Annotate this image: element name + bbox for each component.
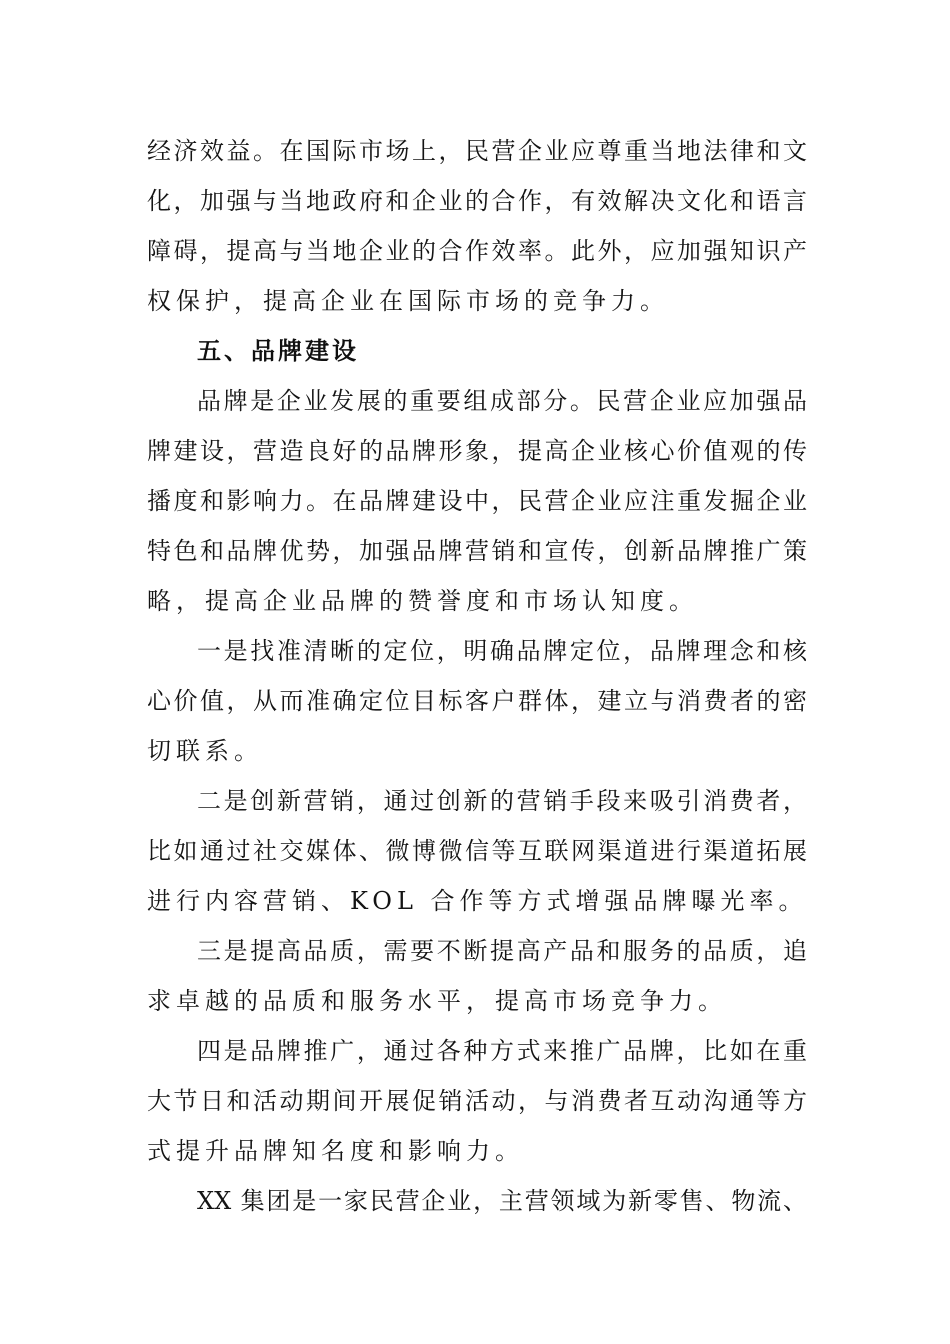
- text-line: 障碍，提高与当地企业的合作效率。此外，应加强知识产: [147, 237, 807, 265]
- text-line: 品牌是企业发展的重要组成部分。民营企业应加强品: [197, 387, 807, 415]
- text-line: 心价值，从而准确定位目标客户群体，建立与消费者的密: [147, 687, 807, 715]
- text-line: 三是提高品质，需要不断提高产品和服务的品质，追: [197, 937, 807, 965]
- text-line: 进行内容营销、KOL 合作等方式增强品牌曝光率。: [147, 887, 808, 915]
- text-line: 二是创新营销，通过创新的营销手段来吸引消费者，: [197, 787, 807, 815]
- text-line: 化，加强与当地政府和企业的合作，有效解决文化和语言: [147, 187, 807, 215]
- text-line: 权保护，提高企业在国际市场的竞争力。: [147, 287, 669, 315]
- text-line: 比如通过社交媒体、微博微信等互联网渠道进行渠道拓展: [147, 837, 807, 865]
- text-line: 切联系。: [147, 737, 263, 765]
- text-line: 一是找准清晰的定位，明确品牌定位，品牌理念和核: [197, 637, 807, 665]
- text-line: 牌建设，营造良好的品牌形象，提高企业核心价值观的传: [147, 437, 807, 465]
- section-heading: 五、品牌建设: [197, 337, 359, 365]
- text-line: 播度和影响力。在品牌建设中，民营企业应注重发掘企业: [147, 487, 807, 515]
- text-line: 特色和品牌优势，加强品牌营销和宣传，创新品牌推广策: [147, 537, 807, 565]
- text-line: 四是品牌推广，通过各种方式来推广品牌，比如在重: [197, 1037, 807, 1065]
- text-line: 式提升品牌知名度和影响力。: [147, 1137, 524, 1165]
- text-line: 大节日和活动期间开展促销活动，与消费者互动沟通等方: [147, 1087, 807, 1115]
- text-line: 略，提高企业品牌的赞誉度和市场认知度。: [147, 587, 698, 615]
- text-line: 求卓越的品质和服务水平，提高市场竞争力。: [147, 987, 727, 1015]
- text-line: XX 集团是一家民营企业，主营领域为新零售、物流、: [197, 1187, 807, 1215]
- text-line: 经济效益。在国际市场上，民营企业应尊重当地法律和文: [147, 137, 807, 165]
